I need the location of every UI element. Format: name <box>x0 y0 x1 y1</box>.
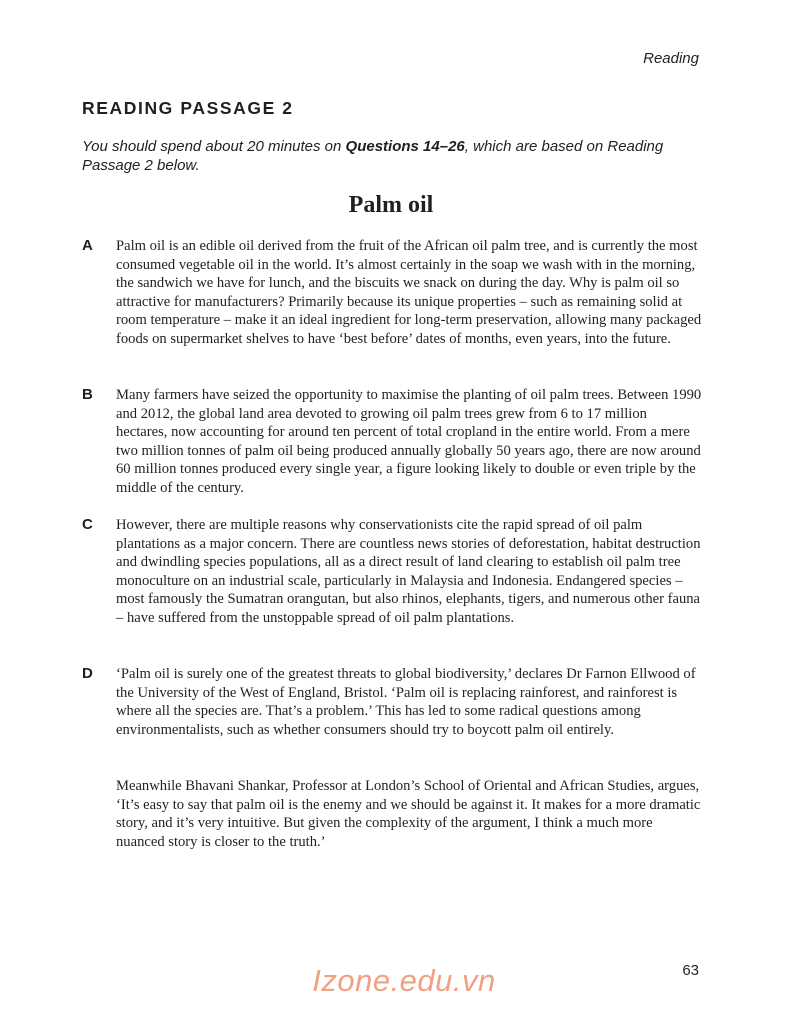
instructions-text-end: , which are based on Reading Passage 2 below. <box>82 138 664 174</box>
instructions <box>82 137 712 175</box>
section-title: READING PASSAGE 2 <box>82 98 294 118</box>
instructions-text: You should spend about 20 minutes on <box>82 138 346 155</box>
watermark: Izone.edu.vn <box>312 963 496 998</box>
paragraph-letter: B <box>82 386 93 403</box>
instructions-questions: Questions 14–26 <box>345 138 465 155</box>
paragraph-c <box>82 516 702 628</box>
paragraph-letter: A <box>82 237 93 254</box>
passage-title: Palm oil <box>348 192 434 218</box>
paragraph-text: ‘Palm oil is surely one of the greatest threats to global biodiversity,’ declares Dr Farnon Ellwood of the University of the West of England, Bristol. ‘Palm oil is replacing rainforest, and rainforest is where all the species are. That’s a problem.’ This has led to some radical questions among environmentalists, such as whether consumers should try to boycott palm oil entirely. <box>116 666 696 738</box>
paragraph-text: Meanwhile Bhavani Shankar, Professor at London’s School of Oriental and African Studies, argues, ‘It’s easy to say that palm oil is the enemy and we should be against it. It makes for a more dramatic story, and it’s very intuitive. But given the complexity of the argument, I think a much more nuanced story is closer to the truth.’ <box>116 778 701 850</box>
paragraph-letter: C <box>82 516 93 533</box>
paragraph-d <box>82 665 702 739</box>
paragraph-letter: D <box>82 665 93 682</box>
paragraph-a <box>82 237 702 349</box>
section-label: Reading <box>643 50 699 67</box>
paragraph-text: However, there are multiple reasons why conservationists cite the rapid spread of oil palm plantations as a major concern. There are countless news stories of deforestation, habitat destruction and dwindling species populations, all as a direct result of land clearing to establish oil palm tree monoculture on an industrial scale, particularly in Malaysia and Indonesia. Endangered species – most famously the Sumatran orangutan, but also rhinos, elephants, tigers, and numerous other fauna – have suffered from the unstoppable spread of oil palm plantations. <box>116 517 701 626</box>
paragraph-b <box>82 386 702 498</box>
paragraph-text: Many farmers have seized the opportunity to maximise the planting of oil palm trees. Between 1990 and 2012, the global land area devoted to growing oil palm trees grew from 6 to 17 million hectares, now accounting for around ten percent of total cropland in the entire world. From a mere two million tonnes of palm oil being produced annually globally 50 years ago, there are now around 60 million tonnes produced every single year, a figure looking likely to double or even triple by the middle of the century. <box>116 387 702 496</box>
paragraph-text: Palm oil is an edible oil derived from the fruit of the African oil palm tree, and is currently the most consumed vegetable oil in the world. It’s almost certainly in the soap we wash with in the morning, the sandwich we have for lunch, and the biscuits we snack on during the day. Why is palm oil so attractive for manufacturers? Primarily because its unique properties – such as remaining solid at room temperature – make it an ideal ingredient for long-term preservation, allowing many packaged foods on supermarket shelves to have ‘best before’ dates of months, even years, into the future. <box>116 238 702 347</box>
paragraph-d-continued <box>82 777 702 851</box>
page-number: 63 <box>682 962 699 979</box>
